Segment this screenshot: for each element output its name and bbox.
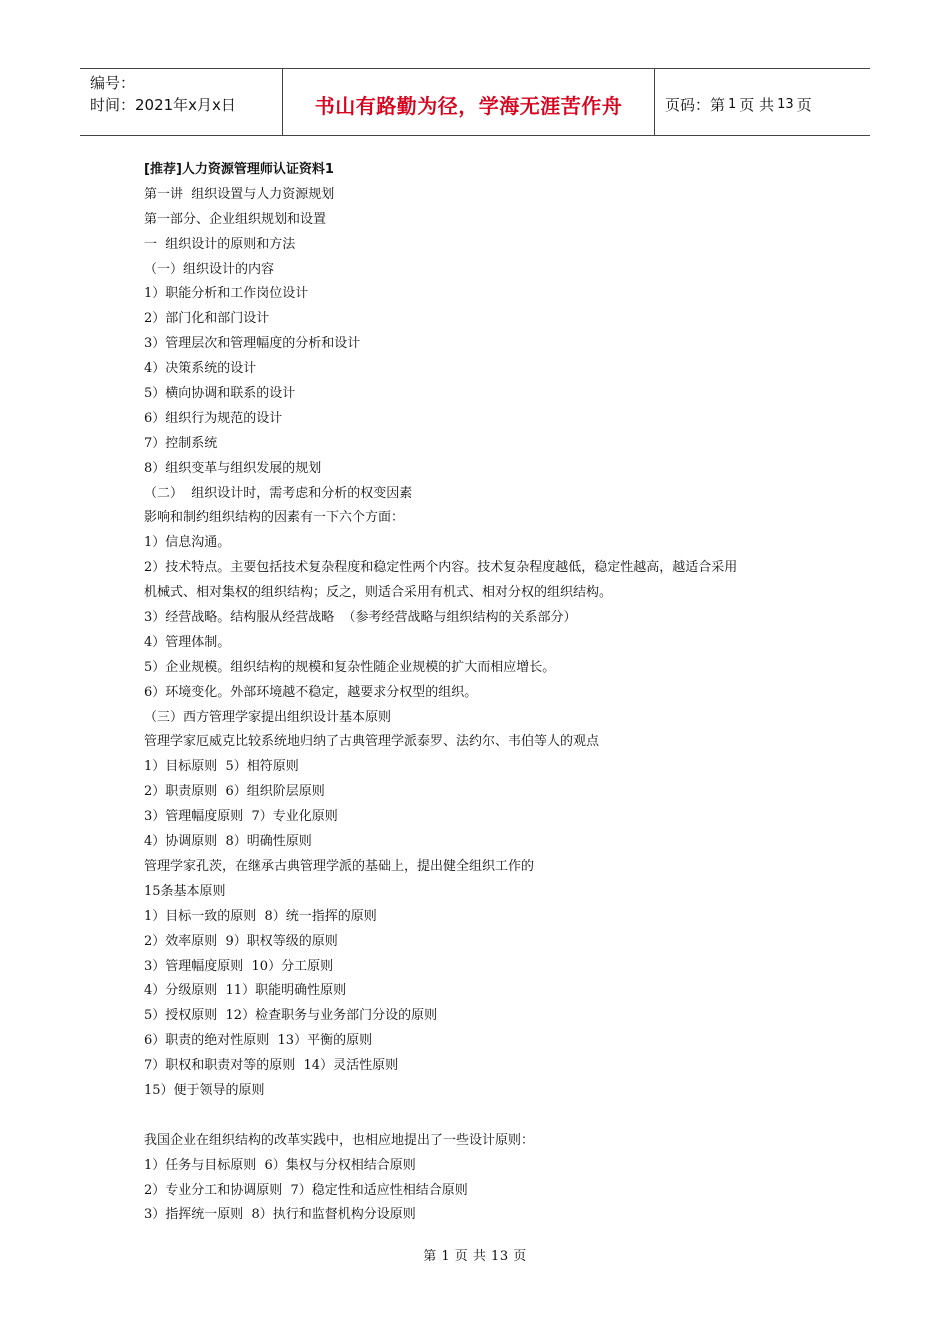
text-line: 4）分级原则 11）职能明确性原则: [144, 983, 347, 999]
text-line: 1）信息沟通。: [144, 535, 231, 551]
header-page-cell: [655, 69, 870, 135]
text-line: （三）西方管理学家提出组织设计基本原则: [144, 709, 392, 725]
text-line: 5）企业规模。组织结构的规模和复杂性随企业规模的扩大而相应增长。: [144, 659, 556, 675]
page-footer: 第 1 页 共 13 页: [423, 1249, 527, 1264]
document-code-label: 编号：: [90, 74, 136, 92]
text-line: 6）职责的绝对性原则 13）平衡的原则: [144, 1033, 373, 1049]
text-line: 2）专业分工和协调原则 7）稳定性和适应性相结合原则: [144, 1182, 468, 1198]
text-line: 1）任务与目标原则 6）集权与分权相结合原则: [144, 1157, 416, 1173]
page-mid: 页 共: [739, 95, 775, 114]
document-date: 时间：2021年x月x日: [90, 96, 236, 114]
text-line: 4）决策系统的设计: [144, 361, 257, 377]
text-line: 2）职责原则 6）组织阶层原则: [144, 784, 325, 800]
text-line: 机械式、相对集权的组织结构；反之，则适合采用有机式、相对分权的组织结构。: [144, 585, 613, 601]
text-line: 3）管理幅度原则 10）分工原则: [144, 958, 334, 974]
page-suffix: 页: [796, 95, 812, 114]
text-line: 我国企业在组织结构的改革实践中，也相应地提出了一些设计原则：: [144, 1132, 535, 1148]
text-line: （二） 组织设计时，需考虑和分析的权变因素: [144, 485, 413, 501]
text-line: 1）目标原则 5）相符原则: [144, 759, 299, 775]
header-motto: 书山有路勤为径，学海无涯苦作舟: [314, 93, 623, 118]
text-line: 5）授权原则 12）检查职务与业务部门分设的原则: [144, 1008, 438, 1024]
text-line: 管理学家厄威克比较系统地归纳了古典管理学派泰罗、法约尔、韦伯等人的观点: [144, 734, 600, 750]
text-line: 15）便于领导的原则: [144, 1082, 265, 1098]
document-body: [144, 158, 824, 1228]
document-title: [推荐]人力资源管理师认证资料1: [144, 162, 334, 177]
text-line: 1）职能分析和工作岗位设计: [144, 286, 309, 302]
text-line: 3）指挥统一原则 8）执行和监督机构分设原则: [144, 1207, 416, 1223]
text-line: 4）管理体制。: [144, 634, 231, 650]
text-line: 5）横向协调和联系的设计: [144, 386, 296, 402]
text-line: 15条基本原则: [144, 883, 226, 899]
text-line: 第一讲 组织设置与人力资源规划: [144, 186, 335, 202]
text-line: 8）组织变革与组织发展的规划: [144, 460, 322, 476]
text-line: 3）管理幅度原则 7）专业化原则: [144, 809, 338, 825]
text-line: 3）经营战略。结构服从经营战略 （参考经营战略与组织结构的关系部分）: [144, 610, 577, 626]
header-motto-cell: [283, 69, 655, 135]
text-line: 7）职权和职责对等的原则 14）灵活性原则: [144, 1058, 399, 1074]
text-line: 一 组织设计的原则和方法: [144, 236, 296, 252]
text-line: 2）效率原则 9）职权等级的原则: [144, 933, 338, 949]
text-line: 3）管理层次和管理幅度的分析和设计: [144, 336, 361, 352]
text-line: 第一部分、企业组织规划和设置: [144, 211, 327, 227]
text-line: 4）协调原则 8）明确性原则: [144, 834, 312, 850]
text-line: 管理学家孔茨，在继承古典管理学派的基础上，提出健全组织工作的: [144, 858, 535, 874]
text-line: 7）控制系统: [144, 435, 218, 451]
blank-line: [144, 1104, 824, 1129]
text-line: （一）组织设计的内容: [144, 261, 275, 277]
text-line: 6）环境变化。外部环境越不稳定，越要求分权型的组织。: [144, 684, 478, 700]
text-line: 1）目标一致的原则 8）统一指挥的原则: [144, 908, 377, 924]
page-prefix: 页码：第: [665, 95, 726, 114]
text-line: 2）技术特点。主要包括技术复杂程度和稳定性两个内容。技术复杂程度越低，稳定性越高，越适合采用: [144, 560, 738, 576]
text-line: 6）组织行为规范的设计: [144, 410, 283, 426]
text-line: 2）部门化和部门设计: [144, 311, 270, 327]
page-header: [80, 68, 870, 136]
page-total: 13: [777, 96, 794, 112]
header-info-cell: [80, 69, 283, 135]
page-current: 1: [728, 96, 737, 112]
text-line: 影响和制约组织结构的因素有一下六个方面：: [144, 510, 405, 526]
